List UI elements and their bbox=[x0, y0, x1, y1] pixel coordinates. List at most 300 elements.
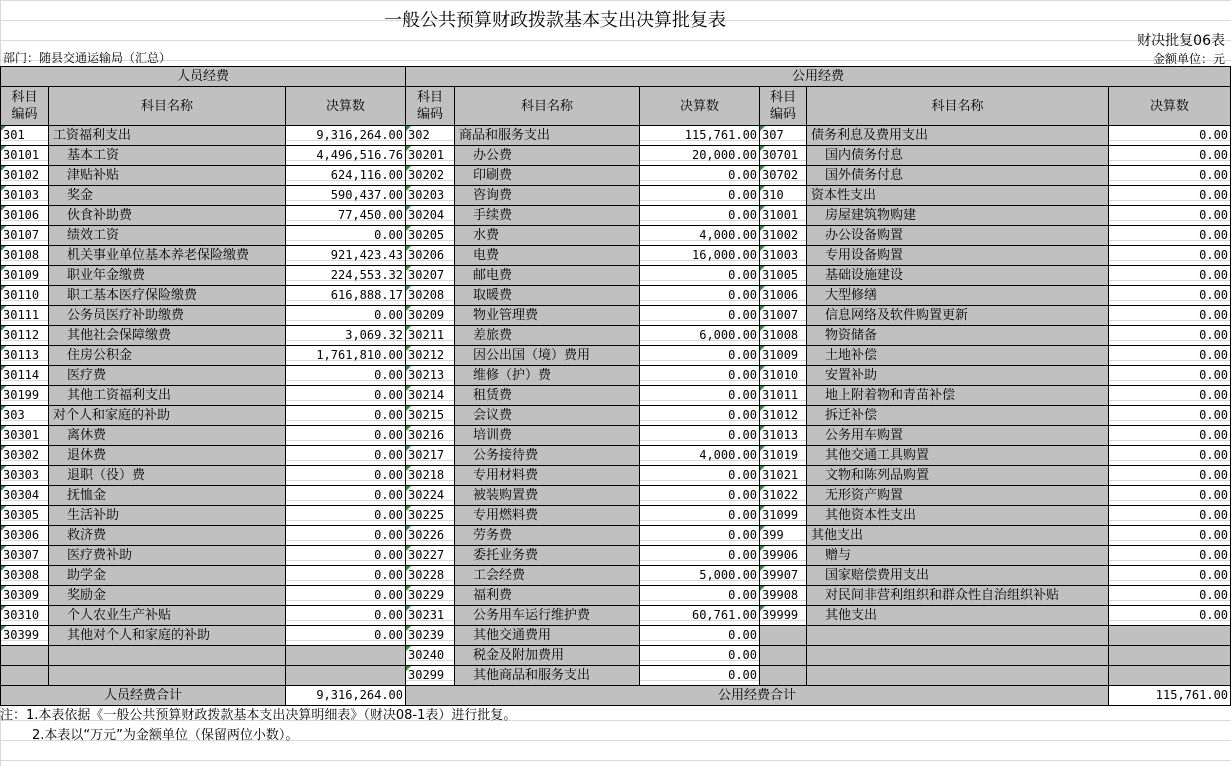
table-row bbox=[1, 586, 1231, 606]
public-other-name-cell: 安置补助 bbox=[807, 366, 1109, 386]
public-goods-code-cell: 30228 bbox=[406, 566, 455, 586]
public-goods-amount-cell: 0.00 bbox=[640, 266, 760, 286]
public-goods-code-cell: 30206 bbox=[406, 246, 455, 266]
public-goods-name-cell: 物业管理费 bbox=[455, 306, 640, 326]
personnel-amount-cell: 0.00 bbox=[286, 406, 406, 426]
personnel-amount-cell: 0.00 bbox=[286, 426, 406, 446]
public-other-name-cell: 其他交通工具购置 bbox=[807, 446, 1109, 466]
col-header-name: 科目名称 bbox=[807, 87, 1109, 126]
personnel-code-cell: 301 bbox=[1, 126, 49, 146]
public-other-amount-cell: 0.00 bbox=[1109, 246, 1231, 266]
public-other-amount-cell: 0.00 bbox=[1109, 186, 1231, 206]
personnel-code-cell: 30109 bbox=[1, 266, 49, 286]
personnel-code-cell: 30112 bbox=[1, 326, 49, 346]
personnel-code-cell: 30111 bbox=[1, 306, 49, 326]
personnel-section-header: 人员经费 bbox=[1, 67, 406, 87]
personnel-amount-cell bbox=[286, 646, 406, 666]
table-row bbox=[1, 546, 1231, 566]
public-other-code-cell: 31010 bbox=[760, 366, 807, 386]
public-goods-amount-cell: 0.00 bbox=[640, 346, 760, 366]
public-goods-amount-cell: 0.00 bbox=[640, 666, 760, 686]
public-goods-amount-cell: 115,761.00 bbox=[640, 126, 760, 146]
public-goods-code-cell: 30205 bbox=[406, 226, 455, 246]
public-goods-amount-cell: 0.00 bbox=[640, 526, 760, 546]
personnel-amount-cell: 616,888.17 bbox=[286, 286, 406, 306]
personnel-code-cell: 30307 bbox=[1, 546, 49, 566]
public-goods-code-cell: 30299 bbox=[406, 666, 455, 686]
public-other-amount-cell: 0.00 bbox=[1109, 226, 1231, 246]
public-total-amount: 115,761.00 bbox=[1109, 686, 1231, 706]
public-goods-code-cell: 30214 bbox=[406, 386, 455, 406]
personnel-amount-cell: 224,553.32 bbox=[286, 266, 406, 286]
public-goods-name-cell: 会议费 bbox=[455, 406, 640, 426]
public-goods-code-cell: 30207 bbox=[406, 266, 455, 286]
public-other-name-cell: 房屋建筑物购建 bbox=[807, 206, 1109, 226]
column-header-row bbox=[1, 87, 1231, 126]
public-goods-code-cell: 30208 bbox=[406, 286, 455, 306]
public-goods-name-cell: 劳务费 bbox=[455, 526, 640, 546]
public-goods-code-cell: 30203 bbox=[406, 186, 455, 206]
public-other-amount-cell: 0.00 bbox=[1109, 406, 1231, 426]
public-total-label: 公用经费合计 bbox=[406, 686, 1109, 706]
public-other-amount-cell: 0.00 bbox=[1109, 386, 1231, 406]
personnel-name-cell: 对个人和家庭的补助 bbox=[49, 406, 286, 426]
expenditure-table bbox=[0, 66, 1231, 706]
public-other-amount-cell: 0.00 bbox=[1109, 346, 1231, 366]
table-row bbox=[1, 266, 1231, 286]
public-other-code-cell: 307 bbox=[760, 126, 807, 146]
public-other-code-cell: 31021 bbox=[760, 466, 807, 486]
personnel-amount-cell: 3,069.32 bbox=[286, 326, 406, 346]
public-other-code-cell: 310 bbox=[760, 186, 807, 206]
personnel-name-cell: 医疗费 bbox=[49, 366, 286, 386]
public-other-code-cell: 31001 bbox=[760, 206, 807, 226]
public-goods-code-cell: 30204 bbox=[406, 206, 455, 226]
col-header-name: 科目名称 bbox=[49, 87, 286, 126]
public-other-code-cell: 31019 bbox=[760, 446, 807, 466]
public-other-amount-cell bbox=[1109, 646, 1231, 666]
table-row bbox=[1, 386, 1231, 406]
public-other-code-cell: 31006 bbox=[760, 286, 807, 306]
public-section-header: 公用经费 bbox=[406, 67, 1231, 87]
public-goods-code-cell: 30225 bbox=[406, 506, 455, 526]
personnel-amount-cell: 0.00 bbox=[286, 226, 406, 246]
public-other-code-cell: 31009 bbox=[760, 346, 807, 366]
table-row bbox=[1, 506, 1231, 526]
personnel-name-cell bbox=[49, 646, 286, 666]
public-goods-name-cell: 公务接待费 bbox=[455, 446, 640, 466]
public-other-code-cell: 39999 bbox=[760, 606, 807, 626]
personnel-code-cell: 30399 bbox=[1, 626, 49, 646]
personnel-name-cell: 助学金 bbox=[49, 566, 286, 586]
totals-row bbox=[1, 686, 1231, 706]
public-goods-code-cell: 30239 bbox=[406, 626, 455, 646]
public-other-amount-cell: 0.00 bbox=[1109, 606, 1231, 626]
personnel-name-cell: 绩效工资 bbox=[49, 226, 286, 246]
public-other-amount-cell: 0.00 bbox=[1109, 486, 1231, 506]
personnel-code-cell: 30108 bbox=[1, 246, 49, 266]
personnel-name-cell: 个人农业生产补贴 bbox=[49, 606, 286, 626]
personnel-code-cell: 30310 bbox=[1, 606, 49, 626]
public-other-name-cell: 基础设施建设 bbox=[807, 266, 1109, 286]
col-header-amount: 决算数 bbox=[286, 87, 406, 126]
public-goods-amount-cell: 0.00 bbox=[640, 486, 760, 506]
personnel-code-cell: 30113 bbox=[1, 346, 49, 366]
public-goods-amount-cell: 5,000.00 bbox=[640, 566, 760, 586]
public-other-name-cell: 公务用车购置 bbox=[807, 426, 1109, 446]
table-row bbox=[1, 526, 1231, 546]
personnel-name-cell: 住房公积金 bbox=[49, 346, 286, 366]
table-row bbox=[1, 626, 1231, 646]
public-goods-name-cell: 租赁费 bbox=[455, 386, 640, 406]
public-goods-name-cell: 电费 bbox=[455, 246, 640, 266]
public-goods-name-cell: 福利费 bbox=[455, 586, 640, 606]
public-goods-name-cell: 手续费 bbox=[455, 206, 640, 226]
public-other-amount-cell: 0.00 bbox=[1109, 146, 1231, 166]
public-other-name-cell: 赠与 bbox=[807, 546, 1109, 566]
public-other-code-cell: 39906 bbox=[760, 546, 807, 566]
personnel-code-cell: 30103 bbox=[1, 186, 49, 206]
public-goods-code-cell: 30240 bbox=[406, 646, 455, 666]
public-other-code-cell: 399 bbox=[760, 526, 807, 546]
public-other-amount-cell: 0.00 bbox=[1109, 306, 1231, 326]
public-goods-amount-cell: 0.00 bbox=[640, 286, 760, 306]
public-goods-name-cell: 商品和服务支出 bbox=[455, 126, 640, 146]
public-goods-name-cell: 水费 bbox=[455, 226, 640, 246]
public-goods-name-cell: 税金及附加费用 bbox=[455, 646, 640, 666]
personnel-name-cell: 其他对个人和家庭的补助 bbox=[49, 626, 286, 646]
public-other-code-cell: 31013 bbox=[760, 426, 807, 446]
public-goods-amount-cell: 0.00 bbox=[640, 406, 760, 426]
public-goods-amount-cell: 0.00 bbox=[640, 386, 760, 406]
personnel-code-cell: 30303 bbox=[1, 466, 49, 486]
public-other-amount-cell: 0.00 bbox=[1109, 546, 1231, 566]
public-goods-amount-cell: 0.00 bbox=[640, 306, 760, 326]
col-header-code: 科目 编码 bbox=[406, 87, 455, 126]
personnel-amount-cell: 0.00 bbox=[286, 546, 406, 566]
public-other-code-cell: 31011 bbox=[760, 386, 807, 406]
public-other-name-cell: 国外债务付息 bbox=[807, 166, 1109, 186]
personnel-code-cell: 30107 bbox=[1, 226, 49, 246]
personnel-name-cell: 其他社会保障缴费 bbox=[49, 326, 286, 346]
public-goods-name-cell: 取暖费 bbox=[455, 286, 640, 306]
table-row bbox=[1, 426, 1231, 446]
personnel-amount-cell: 77,450.00 bbox=[286, 206, 406, 226]
public-goods-code-cell: 30231 bbox=[406, 606, 455, 626]
personnel-code-cell bbox=[1, 666, 49, 686]
personnel-amount-cell: 0.00 bbox=[286, 386, 406, 406]
public-goods-code-cell: 30215 bbox=[406, 406, 455, 426]
public-other-code-cell bbox=[760, 666, 807, 686]
personnel-amount-cell: 624,116.00 bbox=[286, 166, 406, 186]
public-goods-amount-cell: 0.00 bbox=[640, 626, 760, 646]
personnel-name-cell: 工资福利支出 bbox=[49, 126, 286, 146]
public-other-name-cell: 专用设备购置 bbox=[807, 246, 1109, 266]
personnel-code-cell: 30302 bbox=[1, 446, 49, 466]
public-goods-name-cell: 办公费 bbox=[455, 146, 640, 166]
public-other-name-cell: 物资储备 bbox=[807, 326, 1109, 346]
personnel-amount-cell: 0.00 bbox=[286, 526, 406, 546]
personnel-amount-cell: 9,316,264.00 bbox=[286, 126, 406, 146]
public-other-code-cell: 30701 bbox=[760, 146, 807, 166]
personnel-code-cell: 303 bbox=[1, 406, 49, 426]
public-goods-amount-cell: 0.00 bbox=[640, 506, 760, 526]
footnotes bbox=[0, 706, 516, 746]
public-other-name-cell: 大型修缮 bbox=[807, 286, 1109, 306]
table-row bbox=[1, 466, 1231, 486]
public-other-name-cell: 文物和陈列品购置 bbox=[807, 466, 1109, 486]
public-goods-amount-cell: 0.00 bbox=[640, 646, 760, 666]
personnel-name-cell: 基本工资 bbox=[49, 146, 286, 166]
public-goods-code-cell: 30201 bbox=[406, 146, 455, 166]
personnel-amount-cell: 0.00 bbox=[286, 626, 406, 646]
public-other-code-cell: 30702 bbox=[760, 166, 807, 186]
personnel-name-cell bbox=[49, 666, 286, 686]
personnel-name-cell: 职业年金缴费 bbox=[49, 266, 286, 286]
public-other-amount-cell: 0.00 bbox=[1109, 526, 1231, 546]
personnel-code-cell: 30301 bbox=[1, 426, 49, 446]
public-other-amount-cell bbox=[1109, 626, 1231, 646]
personnel-name-cell: 奖励金 bbox=[49, 586, 286, 606]
public-goods-name-cell: 委托业务费 bbox=[455, 546, 640, 566]
personnel-name-cell: 机关事业单位基本养老保险缴费 bbox=[49, 246, 286, 266]
public-other-name-cell: 土地补偿 bbox=[807, 346, 1109, 366]
personnel-name-cell: 公务员医疗补助缴费 bbox=[49, 306, 286, 326]
public-other-name-cell: 其他资本性支出 bbox=[807, 506, 1109, 526]
col-header-name: 科目名称 bbox=[455, 87, 640, 126]
public-goods-name-cell: 公务用车运行维护费 bbox=[455, 606, 640, 626]
public-other-name-cell: 其他支出 bbox=[807, 526, 1109, 546]
table-row bbox=[1, 126, 1231, 146]
public-other-amount-cell: 0.00 bbox=[1109, 126, 1231, 146]
public-goods-name-cell: 邮电费 bbox=[455, 266, 640, 286]
public-goods-name-cell: 专用燃料费 bbox=[455, 506, 640, 526]
public-other-code-cell bbox=[760, 626, 807, 646]
public-goods-name-cell: 差旅费 bbox=[455, 326, 640, 346]
personnel-code-cell: 30101 bbox=[1, 146, 49, 166]
personnel-code-cell: 30110 bbox=[1, 286, 49, 306]
personnel-amount-cell: 0.00 bbox=[286, 446, 406, 466]
public-goods-name-cell: 维修（护）费 bbox=[455, 366, 640, 386]
public-other-amount-cell: 0.00 bbox=[1109, 506, 1231, 526]
personnel-amount-cell: 0.00 bbox=[286, 366, 406, 386]
public-other-name-cell: 国家赔偿费用支出 bbox=[807, 566, 1109, 586]
personnel-code-cell: 30306 bbox=[1, 526, 49, 546]
public-other-amount-cell: 0.00 bbox=[1109, 426, 1231, 446]
public-goods-code-cell: 30218 bbox=[406, 466, 455, 486]
public-other-name-cell bbox=[807, 646, 1109, 666]
unit-label: 金额单位：元 bbox=[1152, 52, 1225, 66]
public-other-name-cell: 拆迁补偿 bbox=[807, 406, 1109, 426]
public-goods-name-cell: 培训费 bbox=[455, 426, 640, 446]
personnel-code-cell: 30309 bbox=[1, 586, 49, 606]
public-other-code-cell: 39908 bbox=[760, 586, 807, 606]
table-row bbox=[1, 226, 1231, 246]
footnote-1: 注：1.本表依据《一般公共预算财政拨款基本支出决算明细表》（财决08-1表）进行批复。 bbox=[0, 708, 517, 723]
public-other-name-cell: 地上附着物和青苗补偿 bbox=[807, 386, 1109, 406]
personnel-amount-cell: 0.00 bbox=[286, 486, 406, 506]
public-other-amount-cell: 0.00 bbox=[1109, 266, 1231, 286]
public-goods-amount-cell: 20,000.00 bbox=[640, 146, 760, 166]
public-other-amount-cell: 0.00 bbox=[1109, 286, 1231, 306]
personnel-total-amount: 9,316,264.00 bbox=[286, 686, 406, 706]
public-other-amount-cell: 0.00 bbox=[1109, 366, 1231, 386]
public-goods-amount-cell: 16,000.00 bbox=[640, 246, 760, 266]
personnel-amount-cell: 0.00 bbox=[286, 586, 406, 606]
personnel-code-cell: 30305 bbox=[1, 506, 49, 526]
public-goods-name-cell: 工会经费 bbox=[455, 566, 640, 586]
public-other-amount-cell: 0.00 bbox=[1109, 586, 1231, 606]
public-goods-amount-cell: 0.00 bbox=[640, 546, 760, 566]
table-row bbox=[1, 326, 1231, 346]
personnel-total-label: 人员经费合计 bbox=[1, 686, 286, 706]
personnel-code-cell: 30106 bbox=[1, 206, 49, 226]
table-row bbox=[1, 486, 1231, 506]
public-goods-amount-cell: 0.00 bbox=[640, 466, 760, 486]
public-goods-amount-cell: 0.00 bbox=[640, 366, 760, 386]
public-goods-amount-cell: 4,000.00 bbox=[640, 446, 760, 466]
public-goods-amount-cell: 0.00 bbox=[640, 186, 760, 206]
personnel-amount-cell bbox=[286, 666, 406, 686]
col-header-code: 科目 编码 bbox=[1, 87, 49, 126]
public-other-amount-cell: 0.00 bbox=[1109, 206, 1231, 226]
public-goods-code-cell: 30213 bbox=[406, 366, 455, 386]
personnel-name-cell: 生活补助 bbox=[49, 506, 286, 526]
public-other-code-cell: 31002 bbox=[760, 226, 807, 246]
public-goods-code-cell: 302 bbox=[406, 126, 455, 146]
public-goods-amount-cell: 0.00 bbox=[640, 586, 760, 606]
public-goods-code-cell: 30226 bbox=[406, 526, 455, 546]
personnel-name-cell: 抚恤金 bbox=[49, 486, 286, 506]
public-goods-amount-cell: 0.00 bbox=[640, 206, 760, 226]
personnel-name-cell: 职工基本医疗保险缴费 bbox=[49, 286, 286, 306]
personnel-amount-cell: 0.00 bbox=[286, 466, 406, 486]
personnel-code-cell: 30114 bbox=[1, 366, 49, 386]
personnel-code-cell: 30308 bbox=[1, 566, 49, 586]
public-goods-amount-cell: 0.00 bbox=[640, 426, 760, 446]
personnel-name-cell: 退休费 bbox=[49, 446, 286, 466]
public-goods-amount-cell: 0.00 bbox=[640, 166, 760, 186]
public-other-name-cell: 对民间非营利组织和群众性自治组织补贴 bbox=[807, 586, 1109, 606]
public-other-name-cell: 办公设备购置 bbox=[807, 226, 1109, 246]
table-row bbox=[1, 406, 1231, 426]
public-other-name-cell: 无形资产购置 bbox=[807, 486, 1109, 506]
personnel-name-cell: 离休费 bbox=[49, 426, 286, 446]
department-label: 部门：随县交通运输局（汇总） bbox=[3, 51, 172, 65]
footnote-2: 2.本表以“万元”为金额单位（保留两位小数）。 bbox=[32, 728, 299, 743]
public-other-code-cell: 31007 bbox=[760, 306, 807, 326]
public-goods-name-cell: 其他商品和服务支出 bbox=[455, 666, 640, 686]
table-row bbox=[1, 346, 1231, 366]
table-row bbox=[1, 186, 1231, 206]
public-other-amount-cell: 0.00 bbox=[1109, 466, 1231, 486]
public-goods-code-cell: 30227 bbox=[406, 546, 455, 566]
public-goods-name-cell: 其他交通费用 bbox=[455, 626, 640, 646]
public-goods-code-cell: 30202 bbox=[406, 166, 455, 186]
form-number: 财决批复06表 bbox=[1137, 33, 1225, 49]
public-other-code-cell: 31005 bbox=[760, 266, 807, 286]
personnel-name-cell: 退职（役）费 bbox=[49, 466, 286, 486]
table-row bbox=[1, 606, 1231, 626]
personnel-amount-cell: 0.00 bbox=[286, 566, 406, 586]
table-row bbox=[1, 166, 1231, 186]
personnel-name-cell: 救济费 bbox=[49, 526, 286, 546]
public-goods-name-cell: 印刷费 bbox=[455, 166, 640, 186]
public-goods-name-cell: 咨询费 bbox=[455, 186, 640, 206]
public-goods-amount-cell: 6,000.00 bbox=[640, 326, 760, 346]
personnel-amount-cell: 0.00 bbox=[286, 506, 406, 526]
public-other-amount-cell: 0.00 bbox=[1109, 326, 1231, 346]
public-goods-code-cell: 30229 bbox=[406, 586, 455, 606]
col-header-amount: 决算数 bbox=[1109, 87, 1231, 126]
public-other-name-cell: 信息网络及软件购置更新 bbox=[807, 306, 1109, 326]
public-other-amount-cell: 0.00 bbox=[1109, 446, 1231, 466]
public-other-code-cell: 31012 bbox=[760, 406, 807, 426]
personnel-name-cell: 奖金 bbox=[49, 186, 286, 206]
public-goods-amount-cell: 4,000.00 bbox=[640, 226, 760, 246]
public-other-amount-cell: 0.00 bbox=[1109, 566, 1231, 586]
personnel-name-cell: 伙食补助费 bbox=[49, 206, 286, 226]
personnel-amount-cell: 4,496,516.76 bbox=[286, 146, 406, 166]
section-header-row bbox=[1, 67, 1231, 87]
table-row bbox=[1, 146, 1231, 166]
public-goods-code-cell: 30209 bbox=[406, 306, 455, 326]
personnel-amount-cell: 590,437.00 bbox=[286, 186, 406, 206]
public-other-code-cell: 31099 bbox=[760, 506, 807, 526]
public-other-name-cell bbox=[807, 626, 1109, 646]
public-other-name-cell: 国内债务付息 bbox=[807, 146, 1109, 166]
public-other-code-cell: 31022 bbox=[760, 486, 807, 506]
public-goods-code-cell: 30217 bbox=[406, 446, 455, 466]
col-header-amount: 决算数 bbox=[640, 87, 760, 126]
table-row bbox=[1, 566, 1231, 586]
personnel-code-cell bbox=[1, 646, 49, 666]
public-other-amount-cell bbox=[1109, 666, 1231, 686]
public-other-code-cell bbox=[760, 646, 807, 666]
table-row bbox=[1, 366, 1231, 386]
public-other-name-cell: 债务利息及费用支出 bbox=[807, 126, 1109, 146]
public-other-name-cell: 其他支出 bbox=[807, 606, 1109, 626]
personnel-amount-cell: 0.00 bbox=[286, 306, 406, 326]
public-goods-code-cell: 30224 bbox=[406, 486, 455, 506]
personnel-code-cell: 30102 bbox=[1, 166, 49, 186]
public-goods-code-cell: 30211 bbox=[406, 326, 455, 346]
public-other-name-cell: 资本性支出 bbox=[807, 186, 1109, 206]
table-row bbox=[1, 206, 1231, 226]
table-row bbox=[1, 286, 1231, 306]
table-row bbox=[1, 646, 1231, 666]
personnel-name-cell: 医疗费补助 bbox=[49, 546, 286, 566]
public-goods-name-cell: 被装购置费 bbox=[455, 486, 640, 506]
table-row bbox=[1, 306, 1231, 326]
table-row bbox=[1, 666, 1231, 686]
public-other-code-cell: 39907 bbox=[760, 566, 807, 586]
public-other-code-cell: 31008 bbox=[760, 326, 807, 346]
public-goods-code-cell: 30212 bbox=[406, 346, 455, 366]
table-row bbox=[1, 246, 1231, 266]
public-other-code-cell: 31003 bbox=[760, 246, 807, 266]
public-goods-name-cell: 因公出国（境）费用 bbox=[455, 346, 640, 366]
table-row bbox=[1, 446, 1231, 466]
public-goods-code-cell: 30216 bbox=[406, 426, 455, 446]
personnel-code-cell: 30304 bbox=[1, 486, 49, 506]
personnel-code-cell: 30199 bbox=[1, 386, 49, 406]
col-header-code: 科目 编码 bbox=[760, 87, 807, 126]
personnel-name-cell: 津贴补贴 bbox=[49, 166, 286, 186]
public-goods-amount-cell: 60,761.00 bbox=[640, 606, 760, 626]
public-other-amount-cell: 0.00 bbox=[1109, 166, 1231, 186]
public-other-name-cell bbox=[807, 666, 1109, 686]
